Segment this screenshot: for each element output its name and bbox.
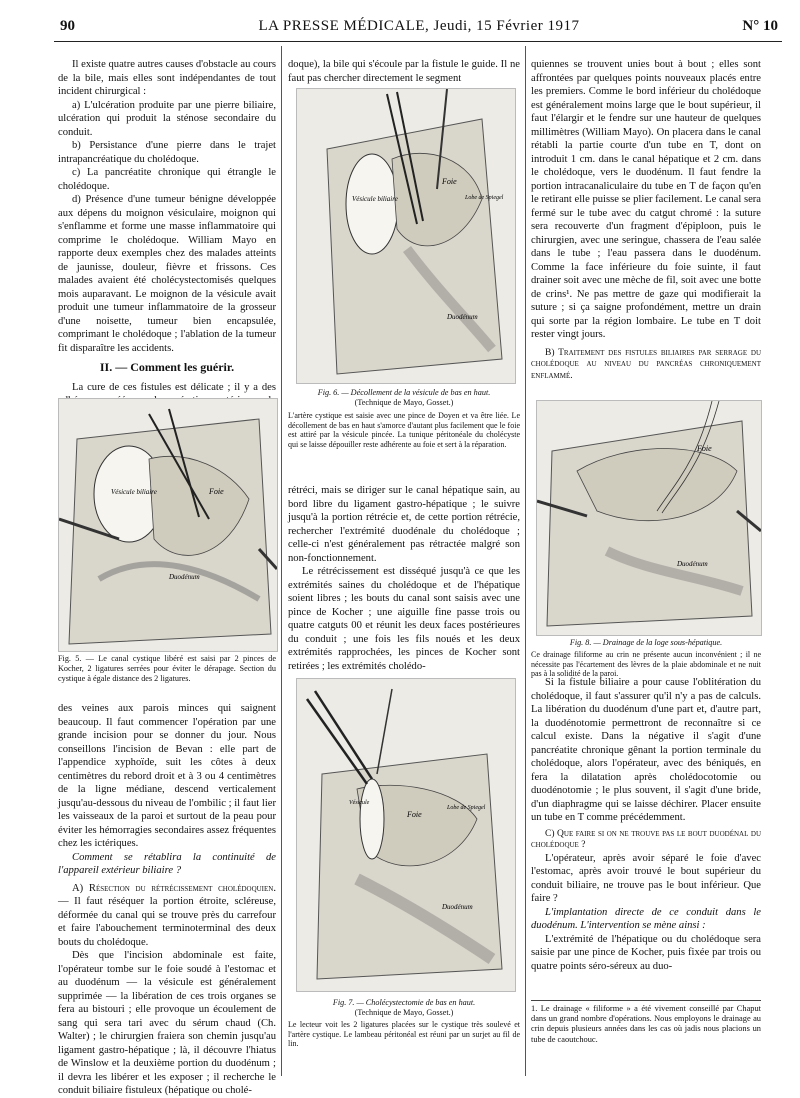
journal-title: LA PRESSE MÉDICALE, Jeudi, 15 Février 1917 xyxy=(258,18,580,34)
subsection-c: C) Que faire si on ne trouve pas le bout duodénal du cholédoque ? xyxy=(531,828,761,850)
figure-label: Duodénum xyxy=(442,903,473,911)
subsection-b: B) Traitement des fistules biliaires par serrage du cholédoque au niveau du pancréas chroniquement enflammé. xyxy=(531,347,761,381)
footnote: 1. Le drainage « filiforme » a été vivement conseillé par Chaput dans un grand nombre d'opérations. Nous employons le drainage au crin depuis plusieurs années dans les cas où jadis nous placions un tube de caoutchouc. xyxy=(531,1000,761,1045)
caption-body: L'artère cystique est saisie avec une pince de Doyen et va être liée. Le décollement de bas en haut s'amorce d'autant plus facilement que le foie est attiré par la vésicule pincée. La tunique péritonéale du cholécyste qui se laisse dépouiller reste adhérente au foie et sert à la réparation. xyxy=(288,411,520,449)
subsection-a-title: A) Résection du rétrécissement cholédoquien. xyxy=(72,882,276,894)
paragraph: Si la fistule biliaire a pour cause l'oblitération du cholédoque, il faut s'assurer qu'il n'y a pas de calculs. La libération du duodénum d'une part et, d'autre part, la duodénotomie permettront de reconnaître si ce calcul existe. Dans la négative il s'agit d'une pancréatite chronique gênant la portion terminale du cholédoque, alors l'opérateur, avec des béniqués, en fera la dilatation après cholédocotomie ou duodénotomie ; le plus souvent, il s'agit d'une bride, d'un diaphragme qui se laisse déchirer. Placer ensuite un tube en T comme précédemment. xyxy=(531,677,761,823)
figure-5-illustration xyxy=(58,398,278,652)
figure-6-caption xyxy=(288,388,520,449)
page-header xyxy=(60,18,778,40)
figure-label: Duodénum xyxy=(447,313,478,321)
column-1-bottom xyxy=(58,702,276,1098)
paragraph-italic: Comment se rétablira la continuité de l'appareil extérieur biliaire ? xyxy=(58,851,276,876)
header-rule xyxy=(54,41,782,42)
column-3-bottom xyxy=(531,676,761,973)
paragraph: quiennes se trouvent unies bout à bout ; elles sont affrontées par quelques points nouveaux placés entre les premiers. Comme le bord inférieur du cholédoque est généralement moins large que le bout supérieur, il faut l'élargir et le fendre sur une hauteur de quelques millimètres (William Mayo). On placera dans le canal rétabli la partie courte d'un tube en T, dont on introduit 1 cm. dans le canal hépatique et 2 cm. dans le cholédoque, vers le duodénum. Il faut fendre la portion intracanaliculaire du tube en T de façon qu'en le retirant elle puisse se plier facilement. Le canal sera fermé sur le tube avec du catgut chromé : la suture sera recouverte d'un fragment d'épiploon, puis le chirurgien, avec une seringue, chassera de l'eau salée dans le tube ; l'eau passera dans le duodénum. Comme la face inférieure du foie suinte, il faut drainer soit avec une mèche de fil, soit avec une botte de crins¹. Ne pas mettre de gaze qui modifierait la suture ; si ça saigne profondément, mettre un drain qui sorte par la région lombaire. Le tube en T doit rester vingt jours. xyxy=(531,59,762,340)
paragraph: Le rétrécissement est disséqué jusqu'à ce que les extrémités saines du cholédoque et de l'hépatique soient libres ; les bouts du canal sont saisis avec une pince de Kocher ; une aiguille fine passe trois ou quatre catguts 00 et réunit les deux faces postérieures du conduit ; une fois les fils noués et les deux extrémités rapprochées, les pinces de Kocher sont retirées ; les extrémités cholédo- xyxy=(288,566,520,672)
figure-label: Lobe de Spiegel xyxy=(447,805,486,811)
caption-text: Fig. 5. — Le canal cystique libéré est saisi par 2 pinces de Kocher, 2 ligatures serrées pour éviter le dérapage. Section du cystique à égale distance des 2 ligatures. xyxy=(58,654,276,683)
paragraph: L'extrémité de l'hépatique ou du cholédoque sera saisie par une pince de Kocher, puis fixée par trois ou quatre points séro-séreux au duo- xyxy=(531,933,761,972)
figure-label: Vésicule biliaire xyxy=(111,488,157,496)
caption-title: Fig. 7. — Cholécystectomie de bas en haut. xyxy=(332,998,476,1007)
item-b: b) Persistance d'une pierre dans le trajet intrapancréatique du cholédoque. xyxy=(58,140,276,165)
caption-title: Fig. 6. — Décollement de la vésicule de bas en haut. xyxy=(317,388,491,397)
figure-8-caption xyxy=(531,638,761,679)
paragraph: des veines aux parois minces qui saignent beaucoup. Il faut commencer l'opération par une grande incision pour se donner du jour. Nous conseillons l'incision de Bevan : elle part de l'appendice xyphoïde, suit les côtes à deux centimètres du rebord droit et à 3 ou 4 centimètres de la ligne médiane, descend verticalement jusqu'au-dessous du niveau de l'ombilic ; il faut lier les vaisseaux de la paroi et surtout de la peau pour éviter les hémorragies secondaires assez fréquentes chez les ictériques. xyxy=(58,703,277,849)
paragraph-italic: L'implantation directe de ce conduit dans le duodénum. L'intervention se mène ainsi : xyxy=(531,906,761,931)
issue-number: N° 10 xyxy=(742,18,778,34)
figure-label: Duodénum xyxy=(677,560,708,568)
column-2-middle xyxy=(288,484,520,673)
figure-7-caption xyxy=(288,998,520,1049)
figure-label: Foie xyxy=(697,444,712,453)
figure-6-illustration xyxy=(296,88,516,384)
column-3-top xyxy=(531,58,761,382)
subsection-a-text: — Il faut réséquer la portion étroite, scléreuse, déformée du canal qui se trouve près du carrefour et faire l'abouchement terminoterminal des deux bouts du cholédoque. xyxy=(58,896,276,948)
caption-body: Le lecteur voit les 2 ligatures placées sur le cystique très soulevé et l'artère cystique. Le lambeau péritonéal est réuni par un surjet au fil de lin. xyxy=(288,1020,520,1049)
column-1-top xyxy=(58,58,276,421)
caption-body: Ce drainage filiforme au crin ne présente aucun inconvénient ; il ne nécessite pas l'écartement des lèvres de la plaie abdominale et ne nuit pas à la solidité de la paroi. xyxy=(531,650,761,679)
item-a: a) L'ulcération produite par une pierre biliaire, ulcération qui produit la sténose secondaire du conduit. xyxy=(58,99,276,138)
figure-5-caption xyxy=(58,654,276,684)
figure-8-illustration xyxy=(536,400,762,636)
section-heading: II. — Comment les guérir. xyxy=(99,360,235,374)
figure-label: Foie xyxy=(209,487,224,496)
figure-label: Vésicule xyxy=(349,800,370,806)
paragraph: L'opérateur, après avoir séparé le foie d'avec l'estomac, après avoir trouvé le bout supérieur du conduit biliaire, ne trouve pas le bout inférieur. Que faire ? xyxy=(531,852,761,904)
item-d: d) Présence d'une tumeur bénigne développée aux dépens du moignon vésiculaire, moignon qui s'enflamme et forme une masse inflammatoire qui comprime le cholédoque. William Mayo en rapporte deux exemples chez des malades atteints de jaunisse, douleur, fièvre et frissons. Ces malades avaient été cholécystectomisés quelques mois auparavant. Le moignon de la vésicule avait produit une tumeur inflammatoire de la grosseur d'une noisette, tumeur bien encapsulée, comprimant le cholédoque ; l'ablation de la tumeur fit disparaître les accidents. xyxy=(58,194,276,354)
page-number: 90 xyxy=(60,18,75,34)
item-c: c) La pancréatite chronique qui étrangle le cholédoque. xyxy=(58,167,276,192)
paragraph: Dès que l'incision abdominale est faite, l'opérateur tombe sur le foie soudé à l'estomac et au duodénum — la vésicule est généralement supprimée — la libération de ces trois organes se fera au bistouri ; elle provoque un écoulement de sang qui sera tari avec du sérum chaud (Ch. Walter) ; le chirurgien fraiera son chemin jusqu'au ligament gastro-hépatique ; là, il découvre l'hiatus de Winslow et la deuxième portion du duodénum ; il devra les libérer et les exposer ; il recherche le conduit biliaire fistuleux (hépatique ou cholé- xyxy=(58,950,276,1096)
figure-7-illustration xyxy=(296,678,516,992)
caption-subtitle: (Technique de Mayo, Gosset.) xyxy=(354,1008,454,1017)
figure-label: Vésicule biliaire xyxy=(352,195,398,203)
column-rule-1 xyxy=(281,46,282,1076)
caption-subtitle: (Technique de Mayo, Gosset.) xyxy=(354,398,454,407)
column-rule-2 xyxy=(525,46,526,1076)
paragraph: La cure de ces fistules est délicate ; il y a des xyxy=(72,381,276,393)
figure-label: Lobe de Spiegel xyxy=(465,195,504,201)
paragraph: doque), la bile qui s'écoule par la fistule le guide. Il ne faut pas chercher directement le segment xyxy=(288,59,520,84)
figure-label: Foie xyxy=(407,810,422,819)
caption-title: Fig. 8. — Drainage de la loge sous-hépatique. xyxy=(569,638,723,647)
figure-label: Duodénum xyxy=(169,573,200,581)
column-2-top xyxy=(288,58,520,85)
subsection-a xyxy=(58,882,276,950)
figure-label: Foie xyxy=(442,177,457,186)
paragraph: rétréci, mais se diriger sur le canal hépatique sain, au bord libre du ligament gastro-hépatique ; le suivre jusqu'à la portion rétrécie et, de cette portion rétrécie, rechercher l'extrémité duodénale du cholédoque ; celle-ci n'est généralement pas rétractée malgré son non-fonctionnement. xyxy=(288,485,520,564)
paragraph: Il existe quatre autres causes d'obstacle au cours de la bile, mais elles sont indépendantes de tout incident chirurgical : xyxy=(58,59,276,97)
